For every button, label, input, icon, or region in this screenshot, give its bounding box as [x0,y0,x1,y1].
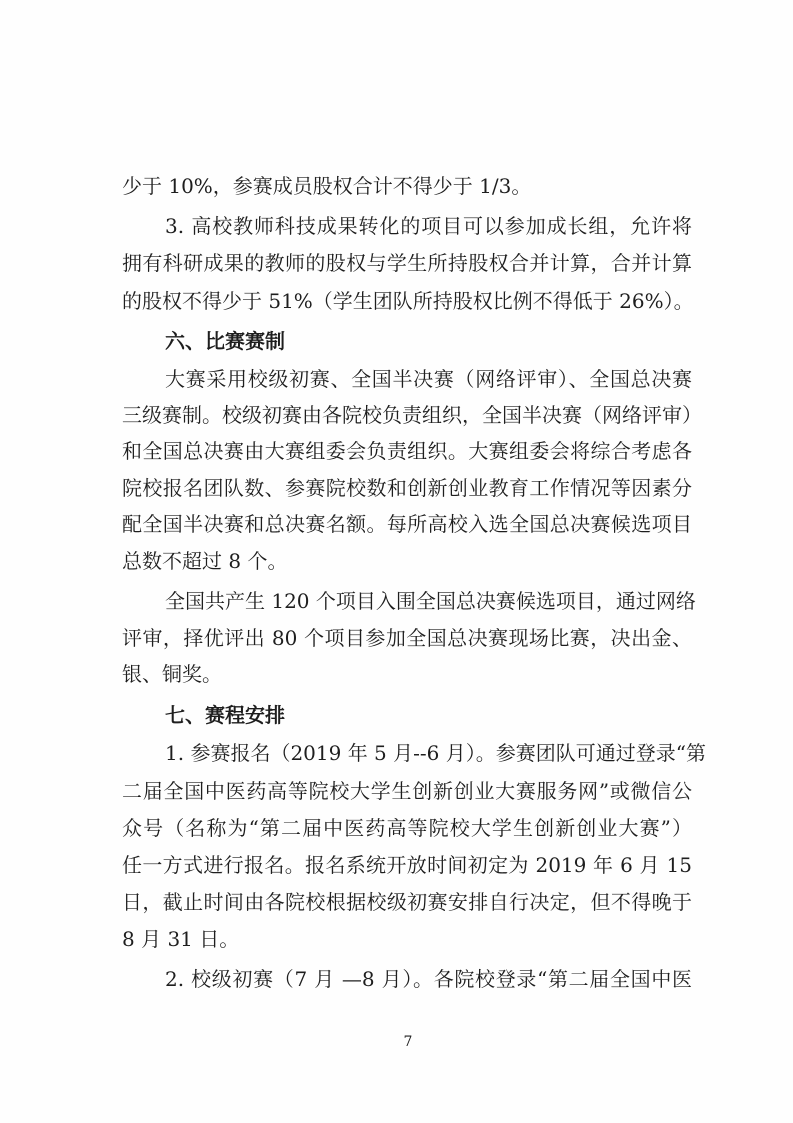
list-item-1-line: 二届全国中医药高等院校大学生创新创业大赛服务网”或微信公 [122,779,692,803]
paragraph-line: 总数不超过 8 个。 [122,549,288,573]
list-item-1-line: 日，截止时间由各院校根据校级初赛安排自行决定，但不得晚于 [122,890,692,914]
list-item-1-line: 任一方式进行报名。报名系统开放时间初定为 2019 年 6 月 15 [122,853,692,877]
paragraph-line: 评审，择优评出 80 个项目参加全国总决赛现场比赛，决出金、 [122,626,692,650]
paragraph-line: 三级赛制。校级初赛由各院校负责组织，全国半决赛（网络评审） [122,403,702,427]
page-number: 7 [403,1034,413,1050]
list-item-3-line: 的股权不得少于 51%（学生团队所持股权比例不得低于 26%）。 [122,289,694,313]
paragraph-line: 少于 10%，参赛成员股权合计不得少于 1/3。 [122,174,532,198]
section-7-heading: 七、赛程安排 [165,703,285,727]
list-item-3-line: 拥有科研成果的教师的股权与学生所持股权合并计算，合并计算 [122,251,692,275]
paragraph-line: 院校报名团队数、参赛院校数和创新创业教育工作情况等因素分 [122,476,692,500]
list-item-2-line: 2. 校级初赛（7 月 —8 月）。各院校登录“第二届全国中医 [165,967,692,991]
list-item-1-line: 众号（名称为“第二届中医药高等院校大学生创新创业大赛”） [122,816,692,840]
list-item-3-line: 3. 高校教师科技成果转化的项目可以参加成长组，允许将 [165,214,692,238]
paragraph-line: 和全国总决赛由大赛组委会负责组织。大赛组委会将综合考虑各 [122,439,692,463]
paragraph-line: 银、铜奖。 [122,662,222,686]
list-item-1-line: 8 月 31 日。 [122,927,240,951]
paragraph-line: 大赛采用校级初赛、全国半决赛（网络评审）、全国总决赛 [165,367,692,391]
paragraph-line: 配全国半决赛和总决赛名额。每所高校入选全国总决赛候选项目 [122,512,692,536]
list-item-1-line: 1. 参赛报名（2019 年 5 月--6 月）。参赛团队可通过登录“第 [165,741,706,765]
paragraph-line: 全国共产生 120 个项目入围全国总决赛候选项目，通过网络 [165,589,696,613]
section-6-heading: 六、比赛赛制 [165,329,285,353]
